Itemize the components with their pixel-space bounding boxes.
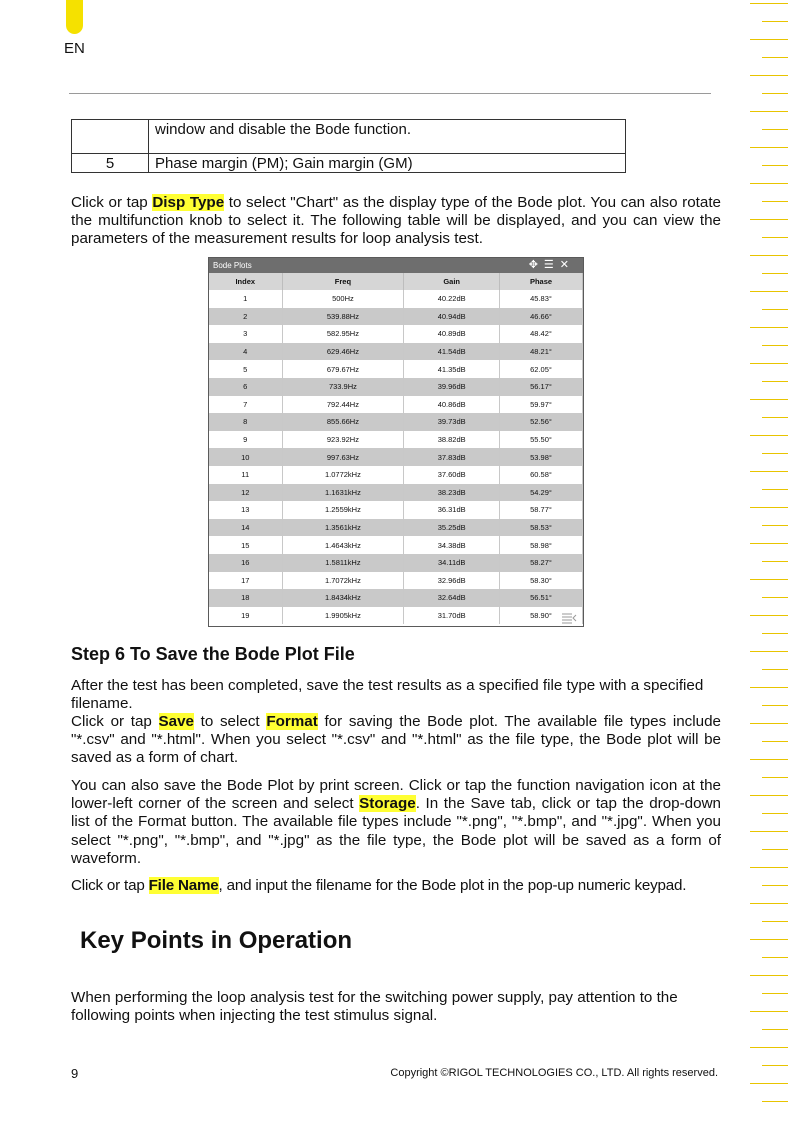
cell-gain: 31.70dB [404,607,500,625]
bode-row[interactable] [209,343,583,361]
side-line [750,219,788,220]
col-index: Index [209,273,282,290]
side-line [762,453,788,454]
cell-phase: 58.27° [500,554,583,572]
cell-index: 11 [209,466,282,484]
side-line [762,417,788,418]
side-line [762,201,788,202]
side-line [750,363,788,364]
text: You can also save the Bode Plot by print screen. Click or tap the function navigation icon at the lower-left corner of the screen and select [71,777,721,813]
cell-freq: 733.9Hz [282,378,404,396]
text: for saving the Bode plot. The available file types include "*.csv" and "*.html". When you select "*.csv" and "*.html" as the file type, the Bode plot will be saved as a form of chart. [71,713,721,767]
cell-index: 6 [209,378,282,396]
side-line [762,1029,788,1030]
side-line [762,921,788,922]
cell-phase: 59.97° [500,396,583,414]
cell-gain: 36.31dB [404,501,500,519]
cell-phase: 48.21° [500,343,583,361]
cell-freq: 582.95Hz [282,325,404,343]
side-decoration [744,0,794,1122]
cell-index: 5 [209,360,282,378]
cell-phase: 60.58° [500,466,583,484]
side-line [762,1101,788,1102]
cell-gain: 40.94dB [404,308,500,326]
cell-freq: 855.66Hz [282,413,404,431]
side-line [750,543,788,544]
bode-row[interactable] [209,536,583,554]
step6-paragraph-1: After the test has been completed, save the test results as a specified file type with a specified filename. [71,677,704,713]
side-line [750,39,788,40]
side-line [750,831,788,832]
side-line [762,597,788,598]
text: Click or tap [71,713,159,730]
side-line [762,669,788,670]
bode-row[interactable] [209,325,583,343]
bode-data-table [209,273,583,624]
side-line [750,723,788,724]
side-line [750,507,788,508]
table-row [72,120,626,154]
side-line [750,795,788,796]
language-label: EN [64,40,85,57]
bode-row[interactable] [209,360,583,378]
cell-gain: 37.60dB [404,466,500,484]
table-row [72,154,626,173]
cell-gain: 41.54dB [404,343,500,361]
col-phase: Phase [500,273,583,290]
text: Click or tap [71,194,153,211]
bode-row[interactable] [209,501,583,519]
col-freq: Freq [282,273,404,290]
cell-index: 8 [209,413,282,431]
cell-index: 4 [209,343,282,361]
side-line [762,777,788,778]
side-line [762,1065,788,1066]
side-line [750,291,788,292]
cell-freq: 1.4643kHz [282,536,404,554]
side-line [762,741,788,742]
bode-row[interactable] [209,519,583,537]
cell-index: 1 [209,290,282,308]
move-icon[interactable]: ✥ [528,259,544,271]
cell-phase: 58.53° [500,519,583,537]
side-line [750,399,788,400]
side-line [750,687,788,688]
bode-row[interactable] [209,396,583,414]
cell-index: 2 [209,308,282,326]
cell-freq: 1.7072kHz [282,572,404,590]
side-line [762,93,788,94]
side-line [750,255,788,256]
cell-gain: 38.82dB [404,431,500,449]
cell-phase: 58.98° [500,536,583,554]
cell-gain: 34.11dB [404,554,500,572]
cell-index: 7 [209,396,282,414]
step6-paragraph-4 [71,877,721,895]
row-index: 5 [72,154,149,173]
side-line [762,885,788,886]
cell-freq: 500Hz [282,290,404,308]
side-line [762,165,788,166]
side-line [762,561,788,562]
cell-freq: 923.92Hz [282,431,404,449]
cell-index: 17 [209,572,282,590]
cell-gain: 32.64dB [404,589,500,607]
step6-heading: Step 6 To Save the Bode Plot File [71,644,355,664]
cell-gain: 40.89dB [404,325,500,343]
cell-index: 13 [209,501,282,519]
bode-row[interactable] [209,466,583,484]
side-line [762,57,788,58]
bode-header-row [209,273,583,290]
side-line [750,975,788,976]
cell-freq: 1.3561kHz [282,519,404,537]
side-line [750,1011,788,1012]
cell-index: 18 [209,589,282,607]
row-index [72,120,149,154]
side-line [750,579,788,580]
bode-row[interactable] [209,607,583,625]
side-line [750,903,788,904]
cell-index: 14 [209,519,282,537]
cell-freq: 1.8434kHz [282,589,404,607]
text: to select [193,713,267,730]
cell-index: 3 [209,325,282,343]
side-line [750,327,788,328]
cell-index: 16 [209,554,282,572]
bode-row[interactable] [209,589,583,607]
side-line [762,345,788,346]
cell-phase: 46.66° [500,308,583,326]
cell-gain: 32.96dB [404,572,500,590]
bode-row[interactable] [209,484,583,502]
text: . In the Save tab, click or tap the drop-down list of the Format button. The available file types include "*.png", "*.bmp", and "*.jpg". When you select "*.png", "*.bmp", and "*.jpg" as the file type, the Bode plot will be saved as a form of waveform. [71,795,721,867]
side-line [750,759,788,760]
cell-gain: 34.38dB [404,536,500,554]
cell-index: 15 [209,536,282,554]
cell-phase: 48.42° [500,325,583,343]
step6-paragraph-3 [71,777,721,868]
continuation-table [71,119,626,173]
cell-gain: 37.83dB [404,448,500,466]
key-points-heading: Key Points in Operation [80,927,353,954]
side-line [762,633,788,634]
cell-phase: 58.90° [500,607,583,625]
format-key: Format [266,713,318,730]
col-gain: Gain [404,273,500,290]
close-icon[interactable]: ✕ [559,259,575,271]
side-line [762,381,788,382]
page-number: 9 [71,1066,79,1081]
side-line [762,957,788,958]
menu-icon[interactable]: ☰ [543,259,560,271]
cell-gain: 41.35dB [404,360,500,378]
cell-phase: 55.50° [500,431,583,449]
side-line [762,489,788,490]
row-text: window and disable the Bode function. [149,120,626,154]
side-line [750,111,788,112]
bode-row[interactable] [209,308,583,326]
cell-gain: 40.22dB [404,290,500,308]
copyright: Copyright ©RIGOL TECHNOLOGIES CO., LTD. All rights reserved. [390,1067,718,1079]
cell-phase: 53.98° [500,448,583,466]
key-points-paragraph: When performing the loop analysis test for the switching power supply, pay attention to the following points when injecting the test stimulus signal. [71,989,678,1025]
cell-phase: 54.29° [500,484,583,502]
save-key: Save [158,713,194,730]
side-line [762,813,788,814]
step6-paragraph-2 [71,713,721,768]
cell-gain: 39.96dB [404,378,500,396]
cell-index: 12 [209,484,282,502]
bode-row[interactable] [209,448,583,466]
cell-index: 19 [209,607,282,625]
cell-gain: 39.73dB [404,413,500,431]
side-line [750,867,788,868]
cell-freq: 679.67Hz [282,360,404,378]
cell-phase: 52.56° [500,413,583,431]
storage-key: Storage [359,795,416,813]
cell-freq: 629.46Hz [282,343,404,361]
cell-gain: 40.86dB [404,396,500,414]
side-line [762,525,788,526]
bode-row[interactable] [209,554,583,572]
cell-phase: 58.77° [500,501,583,519]
cell-freq: 539.88Hz [282,308,404,326]
cell-phase: 62.05° [500,360,583,378]
cell-phase: 45.83° [500,290,583,308]
side-line [750,1047,788,1048]
disp-type-key: Disp Type [152,194,225,211]
file-name-key: File Name [148,877,219,894]
bode-plots-titlebar [209,258,583,273]
side-line [750,939,788,940]
side-line [762,21,788,22]
side-line [750,183,788,184]
side-line [750,471,788,472]
bode-row[interactable] [209,378,583,396]
cell-index: 9 [209,431,282,449]
cell-gain: 35.25dB [404,519,500,537]
side-line [762,993,788,994]
side-line [750,615,788,616]
side-line [762,129,788,130]
side-line [750,651,788,652]
brand-tab [66,0,83,34]
scroll-icon[interactable] [561,612,577,624]
side-line [762,849,788,850]
side-line [762,309,788,310]
cell-phase: 56.17° [500,378,583,396]
bode-row[interactable] [209,290,583,308]
row-text: Phase margin (PM); Gain margin (GM) [149,154,626,173]
side-line [762,273,788,274]
cell-freq: 1.0772kHz [282,466,404,484]
cell-phase: 56.51° [500,589,583,607]
cell-freq: 1.9905kHz [282,607,404,625]
cell-freq: 997.63Hz [282,448,404,466]
side-line [750,1083,788,1084]
bode-row[interactable] [209,572,583,590]
cell-gain: 38.23dB [404,484,500,502]
side-line [750,147,788,148]
bode-row[interactable] [209,431,583,449]
header-divider [69,93,711,94]
text: Click or tap [71,877,149,894]
side-line [750,435,788,436]
cell-freq: 792.44Hz [282,396,404,414]
side-line [762,705,788,706]
text: to select "Chart" as the display type of the Bode plot. You can also rotate the multifunction knob to select it. The following table will be displayed, and you can view the parameters of the measurement results for loop analysis test. [71,194,721,248]
cell-freq: 1.5811kHz [282,554,404,572]
bode-row[interactable] [209,413,583,431]
cell-freq: 1.2559kHz [282,501,404,519]
cell-phase: 58.30° [500,572,583,590]
bode-plots-title: Bode Plots [213,261,252,270]
text: , and input the filename for the Bode plot in the pop-up numeric keypad. [218,877,687,894]
disp-type-paragraph [71,194,721,249]
side-line [762,237,788,238]
bode-plots-window [208,257,584,627]
side-line [750,75,788,76]
cell-index: 10 [209,448,282,466]
cell-freq: 1.1631kHz [282,484,404,502]
side-line [750,3,788,4]
